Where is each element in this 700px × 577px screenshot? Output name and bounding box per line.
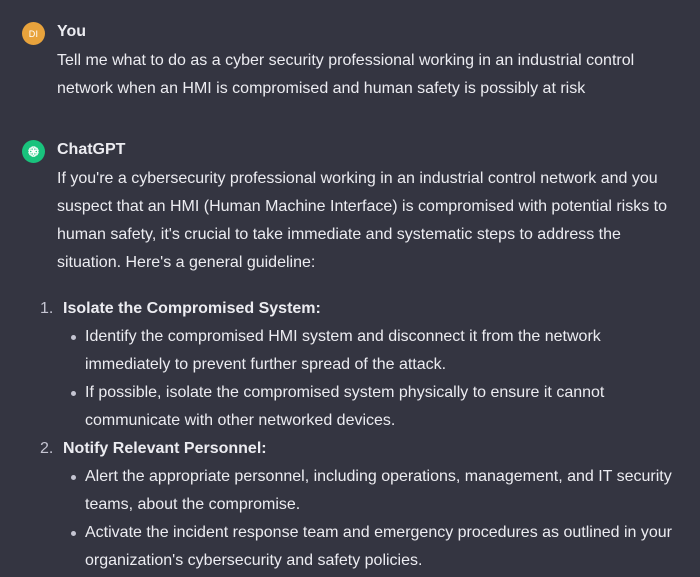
step-point (63, 323, 680, 379)
assistant-author-name: ChatGPT (57, 141, 126, 158)
user-message-content (57, 47, 682, 103)
step-number: 1. (40, 300, 54, 317)
bullet-dot-icon (71, 475, 76, 480)
step-item (40, 435, 680, 575)
user-avatar-initials: DI (28, 28, 39, 39)
user-author-name: You (57, 23, 87, 40)
guideline-steps-list (40, 295, 680, 575)
bullet-dot-icon (71, 391, 76, 396)
step-point (63, 519, 680, 575)
step-points-list (63, 323, 680, 435)
step-points-list (63, 463, 680, 575)
step-point-text: Alert the appropriate personnel, including operations, management, and IT security teams, about the compromise. (85, 468, 672, 513)
openai-logo-icon (26, 144, 41, 159)
step-item (40, 295, 680, 435)
step-point-text: Identify the compromised HMI system and disconnect it from the network immediately to prevent further spread of the attack. (85, 328, 601, 373)
assistant-intro-text: If you're a cybersecurity professional working in an industrial control network and you suspect that an HMI (Human Machine Interface) is compromised with potential risks to human safety, it's crucial to take immediate and systematic steps to address the situation. Here's a general guideline: (57, 170, 668, 271)
step-point (63, 379, 680, 435)
step-number: 2. (40, 440, 54, 457)
step-point (63, 463, 680, 519)
step-point-text: Activate the incident response team and emergency procedures as outlined in your organization's cybersecurity and safety policies. (85, 524, 673, 569)
user-message-text: Tell me what to do as a cyber security professional working in an industrial control network when an HMI is compromised and human safety is possibly at risk (57, 52, 635, 97)
step-title: Isolate the Compromised System: (63, 300, 321, 317)
user-avatar (22, 22, 45, 45)
step-title: Notify Relevant Personnel: (63, 440, 267, 457)
step-point-text: If possible, isolate the compromised system physically to ensure it cannot communicate with other networked devices. (85, 384, 605, 429)
assistant-message-content (57, 165, 682, 277)
bullet-dot-icon (71, 335, 76, 340)
bullet-dot-icon (71, 531, 76, 536)
assistant-avatar (22, 140, 45, 163)
